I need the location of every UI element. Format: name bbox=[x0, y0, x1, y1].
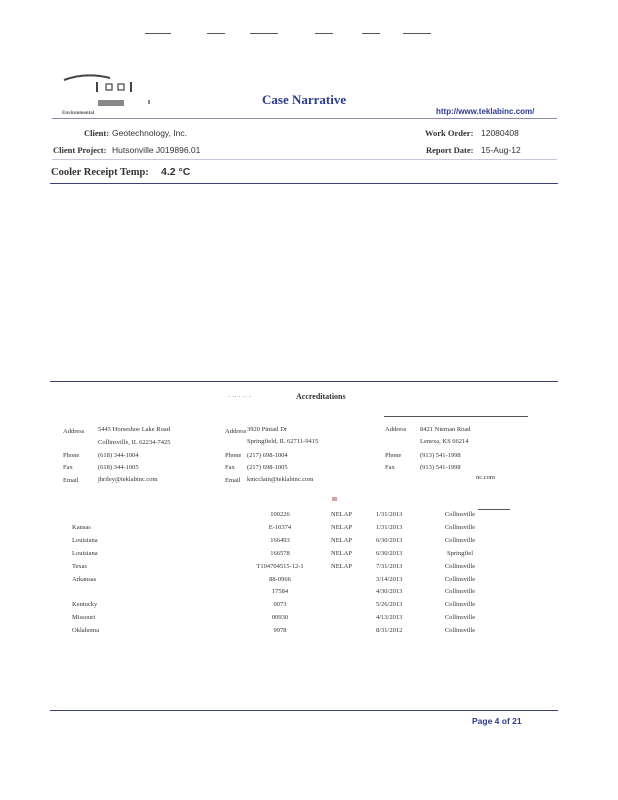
cooler-temp-label: Cooler Receipt Temp: bbox=[51, 167, 149, 178]
client-project-label: Client Project: bbox=[53, 145, 107, 155]
email-value[interactable]: jhriley@teklabinc.com bbox=[98, 476, 158, 483]
cell-program: NELAP bbox=[331, 511, 352, 518]
scan-dash bbox=[362, 33, 380, 34]
cell-expires: 4/13/2013 bbox=[376, 614, 403, 622]
cell-cert: 166493 bbox=[270, 536, 290, 544]
cell-cert: 166578 bbox=[270, 549, 290, 557]
footer-divider bbox=[50, 710, 558, 711]
address-label: Address bbox=[385, 426, 407, 433]
phone-label: Phone bbox=[225, 452, 242, 459]
accreditations-underline bbox=[384, 416, 528, 417]
fax-label: Fax bbox=[385, 464, 395, 471]
scan-dash bbox=[250, 33, 278, 34]
scan-dash bbox=[207, 33, 225, 34]
cell-lab: Collinsville bbox=[444, 588, 476, 596]
address-line-1: 3920 Pintail Dr bbox=[247, 426, 288, 433]
fax-label: Fax bbox=[63, 464, 73, 471]
faded-mark bbox=[332, 497, 337, 501]
address-label: Address bbox=[225, 428, 247, 435]
scan-dash bbox=[315, 33, 333, 34]
cell-expires: 6/30/2013 bbox=[376, 549, 403, 557]
phone-value: (913) 541-1998 bbox=[420, 452, 461, 459]
website-link[interactable]: http://www.teklabinc.com/ bbox=[436, 107, 535, 116]
client-project-value: Hutsonville J019896.01 bbox=[112, 145, 201, 155]
cell-lab: Collinsville bbox=[444, 575, 476, 583]
page-title: Case Narrative bbox=[262, 92, 347, 107]
cooler-temp-value: 4.2 °C bbox=[161, 166, 191, 178]
scan-dash bbox=[145, 33, 171, 34]
address-line-2: Lenexa, KS 66214 bbox=[420, 438, 469, 445]
info-divider bbox=[52, 159, 557, 160]
cell-state: Kentucky bbox=[72, 601, 98, 609]
client-label: Client: bbox=[84, 128, 110, 138]
cooler-divider bbox=[50, 183, 558, 184]
page-number: Page 4 of 21 bbox=[472, 716, 522, 726]
fax-label: Fax bbox=[225, 464, 235, 471]
cell-state: Louisiana bbox=[72, 549, 98, 557]
fax-value: (217) 698-1005 bbox=[247, 464, 288, 471]
scan-dash bbox=[403, 33, 431, 34]
cell-state: Arkansas bbox=[72, 575, 97, 583]
cell-expires: 5/26/2013 bbox=[376, 601, 403, 609]
report-date-value: 15-Aug-12 bbox=[481, 145, 521, 155]
cell-lab: Collinsville bbox=[444, 536, 476, 544]
address-line-1: 5445 Horseshoe Lake Road bbox=[98, 426, 171, 433]
email-label: Email bbox=[225, 477, 241, 484]
table-header-underline bbox=[478, 509, 510, 510]
address-line-2: Collinsville, IL 62234-7425 bbox=[98, 439, 171, 446]
cell-lab: Collinsville bbox=[444, 614, 476, 622]
cell-lab: Springfiel bbox=[447, 549, 473, 557]
cell-cert: T104704515-12-1 bbox=[256, 562, 304, 570]
cell-state: Oklahoma bbox=[72, 627, 100, 635]
email-value[interactable]: kmcclain@teklabinc.com bbox=[247, 476, 314, 483]
logo-subtext: Environmental bbox=[62, 111, 95, 116]
cell-expires: 6/30/2013 bbox=[376, 536, 403, 544]
cell-program: NELAP bbox=[331, 536, 352, 544]
cell-state: Louisiana bbox=[72, 536, 98, 544]
phone-value: (618) 344-1004 bbox=[98, 452, 139, 459]
email-value[interactable]: nc.com bbox=[476, 474, 495, 481]
fax-value: (618) 344-1005 bbox=[98, 464, 139, 471]
cell-state: Texas bbox=[72, 562, 88, 570]
phone-label: Phone bbox=[63, 452, 80, 459]
work-order-label: Work Order: bbox=[425, 128, 474, 138]
cell-cert: 88-0966 bbox=[269, 575, 291, 583]
cell-expires: 7/31/2013 bbox=[376, 562, 403, 570]
faded-heading-text: · ·· · ·· · bbox=[228, 393, 252, 401]
address-line-1: 8421 Nieman Road bbox=[420, 426, 471, 433]
cell-expires: 8/31/2012 bbox=[376, 627, 403, 635]
cell-state: Missouri bbox=[72, 614, 96, 622]
accreditations-divider bbox=[50, 381, 558, 382]
header-divider bbox=[52, 118, 557, 119]
address-label: Address bbox=[63, 428, 85, 435]
cell-program: NELAP bbox=[331, 523, 352, 531]
phone-label: Phone bbox=[385, 452, 402, 459]
report-date-label: Report Date: bbox=[426, 145, 474, 155]
cell-expires: 1/31/2013 bbox=[376, 511, 403, 518]
client-value: Geotechnology, Inc. bbox=[112, 128, 187, 138]
teklab-logo bbox=[56, 70, 166, 120]
cell-cert: 17584 bbox=[271, 588, 289, 596]
cell-lab: Collinsville bbox=[444, 511, 476, 518]
cell-expires: 3/14/2013 bbox=[376, 575, 403, 583]
cell-cert: E-10374 bbox=[268, 523, 292, 531]
cell-cert: 9978 bbox=[273, 627, 287, 635]
email-label: Email bbox=[63, 477, 79, 484]
cell-cert: 00930 bbox=[271, 614, 289, 622]
accreditations-title: Accreditations bbox=[296, 392, 346, 401]
cell-program: NELAP bbox=[331, 562, 352, 570]
cell-cert: 0073 bbox=[273, 601, 287, 609]
phone-value: (217) 698-1004 bbox=[247, 452, 288, 459]
address-line-2: Springfield, IL 62711-9415 bbox=[247, 438, 319, 445]
cell-lab: Collinsville bbox=[444, 627, 476, 635]
cell-expires: 1/31/2013 bbox=[376, 523, 403, 531]
work-order-value: 12080408 bbox=[481, 128, 519, 138]
cell-lab: Collinsville bbox=[444, 523, 476, 531]
cell-expires: 4/30/2013 bbox=[376, 588, 403, 596]
cell-program: NELAP bbox=[331, 549, 352, 557]
cell-lab: Collinsville bbox=[444, 601, 476, 609]
cell-state: Kansas bbox=[72, 523, 91, 531]
cell-cert: 100226 bbox=[270, 511, 290, 518]
cell-lab: Collinsville bbox=[444, 562, 476, 570]
fax-value: (913) 541-1998 bbox=[420, 464, 461, 471]
